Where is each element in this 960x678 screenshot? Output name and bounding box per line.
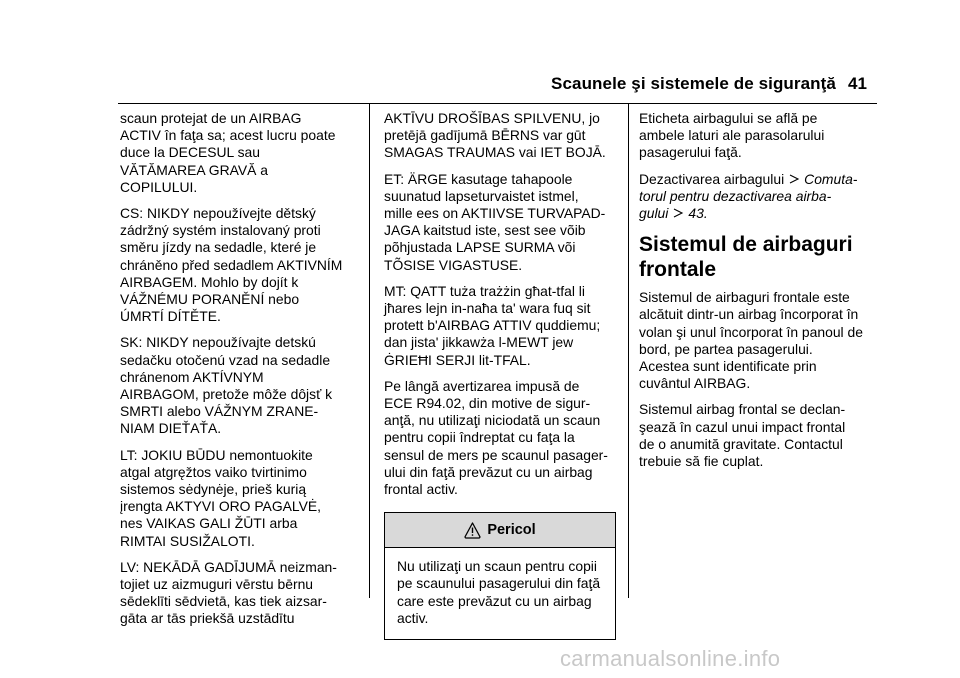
text-column-2 — [384, 110, 619, 640]
paragraph: CS: NIKDY nepoužívejte dětský zádržný systém instalovaný proti směru jízdy na sedadle, které je chráněno před sedadlem AKTIVNÍM AIRBAGEM. Mohlo by dojít k VÁŽNÉMU PORANĚNÍ nebo ÚMRTÍ DÍTĚTE. — [120, 205, 343, 325]
paragraph: SK: NIKDY nepoužívajte detskú sedačku otočenú vzad na sedadle chránenom AKTÍVNYM AIRBAGOM, pretože môže dôjsť k SMRTI alebo VÁŽNYM ZRANE- NIAM DIEŤAŤA. — [120, 334, 333, 437]
cross-reference-link[interactable]: torul pentru dezactivarea airba- — [639, 187, 832, 204]
cross-reference-link[interactable]: gului — [639, 205, 669, 222]
paragraph: AKTĪVU DROŠĪBAS SPILVENU, jo pretējā gadījumā BĒRNS var gūt SMAGAS TRAUMAS vai IET BOJĀ. — [384, 110, 606, 161]
cross-reference-page[interactable]: 43 — [688, 205, 704, 222]
paragraph: LV: NEKĀDĀ GADĪJUMĀ neizman- tojiet uz aizmuguri vērstu bērnu sēdeklīti sēdvietā, kas tiek aizsar- gāta ar tās priekšā uzstādītu — [120, 558, 337, 627]
paragraph: Pe lângă avertizarea impusă de ECE R94.02, din motive de sigur- anţă, nu utilizaţi niciodată un scaun pentru copii îndreptat cu faţa la sensul de mers pe scaunul pasager- ului din faţă prevăzut cu un airbag frontal activ. — [384, 377, 608, 498]
paragraph: Eticheta airbagului se află pe ambele laturi ale parasolarului pasagerului faţă. — [639, 110, 825, 161]
paragraph: scaun protejat de un AIRBAG ACTIV în faţa sa; acest lucru poate duce la DECESUL sau VĂTĂMAREA GRAVĂ a COPILULUI. — [120, 110, 336, 195]
warning-icon — [464, 522, 481, 539]
page-number: 41 — [848, 74, 867, 93]
page-reference-icon — [672, 207, 684, 219]
warning-body: Nu utilizaţi un scaun pentru copii pe scaunului pasagerului din faţă care este prevăzut cu un airbag activ. — [397, 558, 601, 626]
text-column-1 — [120, 110, 360, 637]
paragraph: Sistemul de airbaguri frontale este alcătuit dintr-un airbag încorporat în volan şi unul încorporat în panoul de bord, pe partea pasagerului. Acestea sunt identificate prin cuvântul AIRBAG. — [639, 289, 863, 392]
column-divider — [628, 104, 629, 598]
page-header — [0, 0, 960, 104]
column-divider — [369, 104, 370, 598]
cross-reference-paragraph: Dezactivarea airbagului Comuta- torul pentru dezactivarea airba- gului 43. — [639, 170, 858, 222]
header-divider — [118, 103, 877, 104]
warning-header — [385, 513, 615, 548]
paragraph: MT: QATT tuża trażżin għat-tfal li jħares lejn in-naħa ta' wara fuq sit protett b'AIRBAG ATTIV quddiemu; dan jista' jikkawża l-MEWT jew ĠRIEĦI SERJI lit-TFAL. — [384, 282, 601, 368]
section-heading: Sistemul de airbaguri frontale — [639, 233, 853, 282]
paragraph: ET: ÄRGE kasutage tahapoole suunatud lapseturvaistet istmel, mille ees on AKTIIVSE TURVAPAD- JAGA kaitstud iste, sest see võib põhjustada LAPSE SURMA või TÕSISE VIGASTUSE. — [384, 170, 606, 273]
page-reference-icon — [788, 173, 800, 185]
watermark: carmanualsonline.info — [560, 646, 781, 671]
cross-reference-link[interactable]: Comuta- — [804, 170, 858, 187]
chapter-title: Scaunele şi sistemele de siguranţă — [551, 74, 836, 93]
text-column-3 — [639, 110, 884, 479]
warning-box — [384, 512, 616, 640]
paragraph: LT: JOKIU BŪDU nemontuokite atgal atgręžtos vaiko tvirtinimo sistemos sėdynėje, prieš kurią įrengta AKTYVI ORO PAGALVĖ, nes VAIKAS GALI ŽŪTI arba RIMTAI SUSIŽALOTI. — [120, 446, 321, 549]
paragraph: Sistemul airbag frontal se declan- şează în cazul unui impact frontal de o anumită gravitate. Contactul trebuie să fie cuplat. — [639, 401, 846, 470]
warning-title: Pericol — [487, 521, 536, 538]
paragraph-text: Dezactivarea airbagului — [639, 170, 785, 187]
